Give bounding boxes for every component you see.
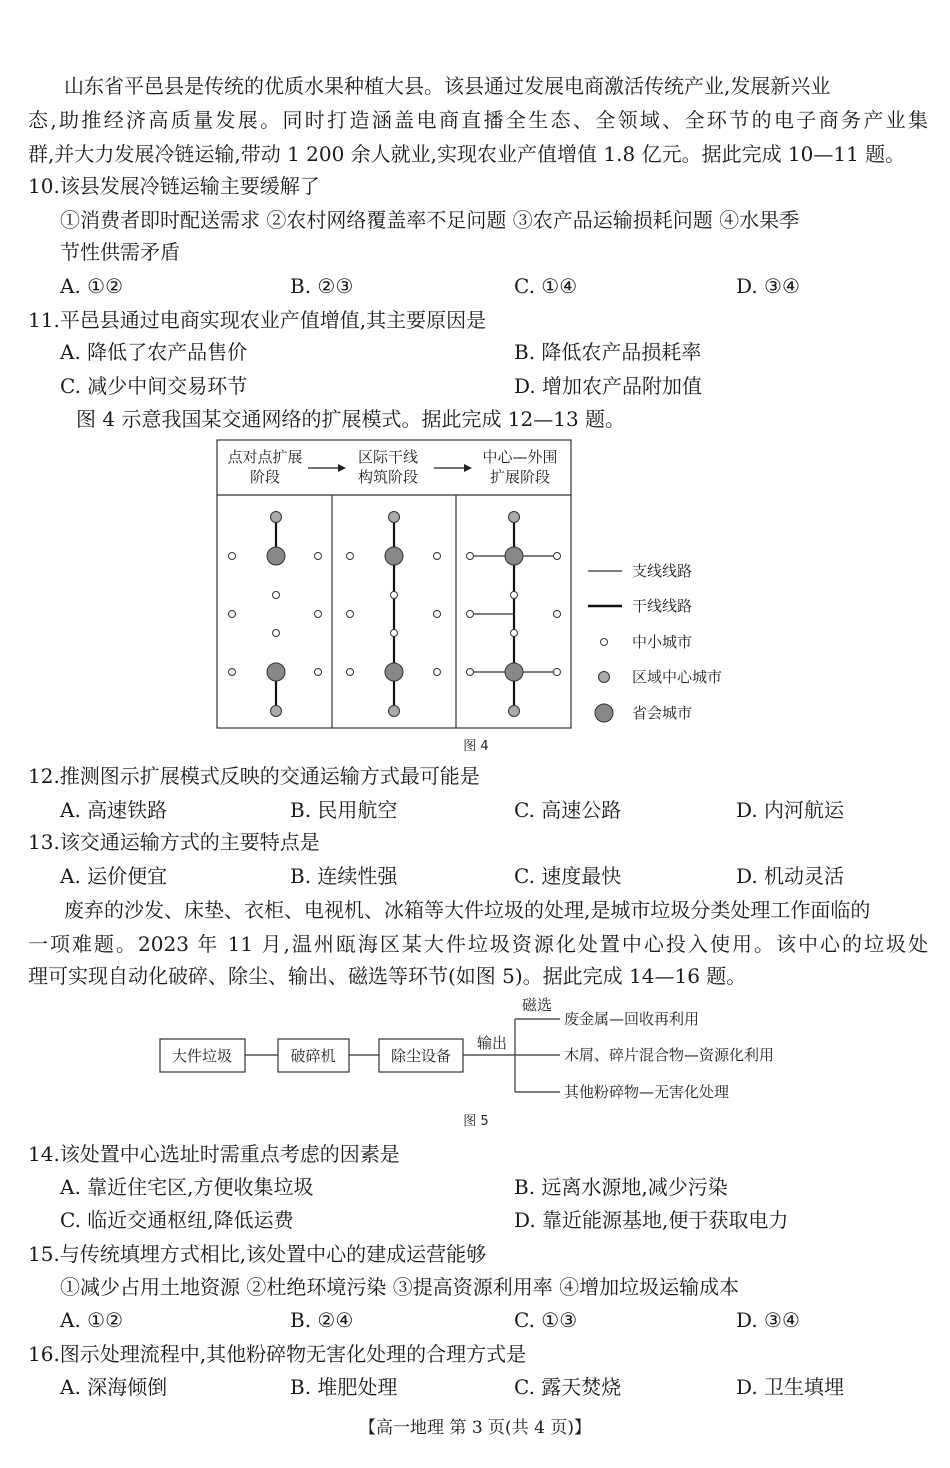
svg-text:除尘设备: 除尘设备 bbox=[390, 1047, 452, 1065]
svg-text:大件垃圾: 大件垃圾 bbox=[171, 1047, 233, 1065]
q11-option-a: A. 降低了农产品售价 bbox=[60, 340, 248, 364]
output-wood: 木屑、碎片混合物—资源化利用 bbox=[564, 1046, 775, 1064]
passage1-line1: 山东省平邑县是传统的优质水果种植大县。该县通过发展电商激活传统产业,发展新兴业 bbox=[64, 74, 831, 98]
stage3-label-2: 扩展阶段 bbox=[489, 468, 551, 486]
q11-option-c: C. 减少中间交易环节 bbox=[60, 374, 248, 398]
stage1-label-1: 点对点扩展 bbox=[227, 448, 303, 466]
q13-option-a: A. 运价便宜 bbox=[60, 864, 168, 888]
q14-option-c: C. 临近交通枢纽,降低运费 bbox=[60, 1208, 294, 1232]
q12-option-c: C. 高速公路 bbox=[514, 798, 622, 822]
q14-option-b: B. 远离水源地,减少污染 bbox=[514, 1175, 728, 1199]
q14-option-d: D. 靠近能源基地,便于获取电力 bbox=[514, 1208, 789, 1232]
q15-option-a: A. ①② bbox=[60, 1308, 124, 1332]
legend-capital-city-label: 省会城市 bbox=[632, 704, 693, 722]
passage1-line2: 态,助推经济高质量发展。同时打造涵盖电商直播全生态、全领域、全环节的电子商务产业集 bbox=[28, 108, 928, 132]
q13-option-c: C. 速度最快 bbox=[514, 864, 622, 888]
q10-option-a: A. ①② bbox=[60, 274, 124, 298]
passage1-line3: 群,并大力发展冷链运输,带动 1 200 余人就业,实现农业产值增值 1.8 亿元。据此完成 10—11 题。 bbox=[28, 142, 906, 166]
stage2-label-2: 构筑阶段 bbox=[357, 468, 419, 486]
q13-option-b: B. 连续性强 bbox=[290, 864, 398, 888]
q12-option-d: D. 内河航运 bbox=[736, 798, 845, 822]
q16-option-d: D. 卫生填埋 bbox=[736, 1375, 845, 1399]
q12-option-a: A. 高速铁路 bbox=[60, 798, 168, 822]
q10-items-line2: 节性供需矛盾 bbox=[60, 240, 180, 264]
stage1-label-2: 阶段 bbox=[249, 468, 281, 486]
legend-branch-label: 支线线路 bbox=[632, 562, 693, 580]
q16-option-b: B. 堆肥处理 bbox=[290, 1375, 398, 1399]
q13-option-d: D. 机动灵活 bbox=[736, 864, 845, 888]
q16-option-a: A. 深海倾倒 bbox=[60, 1375, 168, 1399]
legend-regional-city-label: 区域中心城市 bbox=[632, 668, 723, 686]
passage2-line1: 废弃的沙发、床垫、衣柜、电视机、冰箱等大件垃圾的处理,是城市垃圾分类处理工作面临的 bbox=[64, 898, 871, 922]
fig4-caption: 图 4 bbox=[463, 739, 489, 754]
q14-option-a: A. 靠近住宅区,方便收集垃圾 bbox=[60, 1175, 314, 1199]
q10-option-b: B. ②③ bbox=[290, 274, 354, 298]
q14-stem: 14.该处置中心选址时需重点考虑的因素是 bbox=[28, 1142, 400, 1166]
q12-stem: 12.推测图示扩展模式反映的交通运输方式最可能是 bbox=[28, 764, 480, 788]
fig5-caption: 图 5 bbox=[463, 1114, 489, 1129]
page-footer: 【高一地理 第 3 页(共 4 页)】 bbox=[359, 1418, 591, 1438]
q16-option-c: C. 露天焚烧 bbox=[514, 1375, 622, 1399]
q16-stem: 16.图示处理流程中,其他粉碎物无害化处理的合理方式是 bbox=[28, 1342, 527, 1366]
q10-stem: 10.该县发展冷链运输主要缓解了 bbox=[28, 174, 320, 198]
q15-option-b: B. ②④ bbox=[290, 1308, 354, 1332]
legend-trunk-label: 干线线路 bbox=[632, 597, 693, 615]
fig4-intro: 图 4 示意我国某交通网络的扩展模式。据此完成 12—13 题。 bbox=[76, 407, 626, 431]
q10-option-c: C. ①④ bbox=[514, 274, 578, 298]
svg-text:破碎机: 破碎机 bbox=[290, 1047, 336, 1065]
output-metal: 废金属—回收再利用 bbox=[564, 1010, 700, 1028]
stage3-label-1: 中心—外围 bbox=[482, 448, 558, 466]
output-other: 其他粉碎物—无害化处理 bbox=[564, 1083, 730, 1101]
passage2-line2: 一项难题。2023 年 11 月,温州瓯海区某大件垃圾资源化处置中心投入使用。该中心的垃圾处 bbox=[28, 932, 928, 956]
q11-option-d: D. 增加农产品附加值 bbox=[514, 374, 703, 398]
q11-stem: 11.平邑县通过电商实现农业产值增值,其主要原因是 bbox=[28, 308, 487, 332]
magnetic-label: 磁选 bbox=[521, 996, 553, 1014]
passage2-line3: 理可实现自动化破碎、除尘、输出、磁选等环节(如图 5)。据此完成 14—16 题。 bbox=[28, 964, 747, 988]
q15-option-c: C. ①③ bbox=[514, 1308, 578, 1332]
legend-small-city-label: 中小城市 bbox=[632, 633, 693, 651]
q11-option-b: B. 降低农产品损耗率 bbox=[514, 340, 702, 364]
output-label: 输出 bbox=[476, 1034, 508, 1052]
q10-option-d: D. ③④ bbox=[736, 274, 800, 298]
q13-stem: 13.该交通运输方式的主要特点是 bbox=[28, 830, 320, 854]
q15-stem: 15.与传统填埋方式相比,该处置中心的建成运营能够 bbox=[28, 1242, 487, 1266]
q15-items: ①减少占用土地资源 ②杜绝环境污染 ③提高资源利用率 ④增加垃圾运输成本 bbox=[60, 1275, 740, 1299]
stage2-label-1: 区际干线 bbox=[357, 448, 419, 466]
q12-option-b: B. 民用航空 bbox=[290, 798, 398, 822]
q15-option-d: D. ③④ bbox=[736, 1308, 800, 1332]
q10-items-line1: ①消费者即时配送需求 ②农村网络覆盖率不足问题 ③农产品运输损耗问题 ④水果季 bbox=[60, 208, 800, 232]
